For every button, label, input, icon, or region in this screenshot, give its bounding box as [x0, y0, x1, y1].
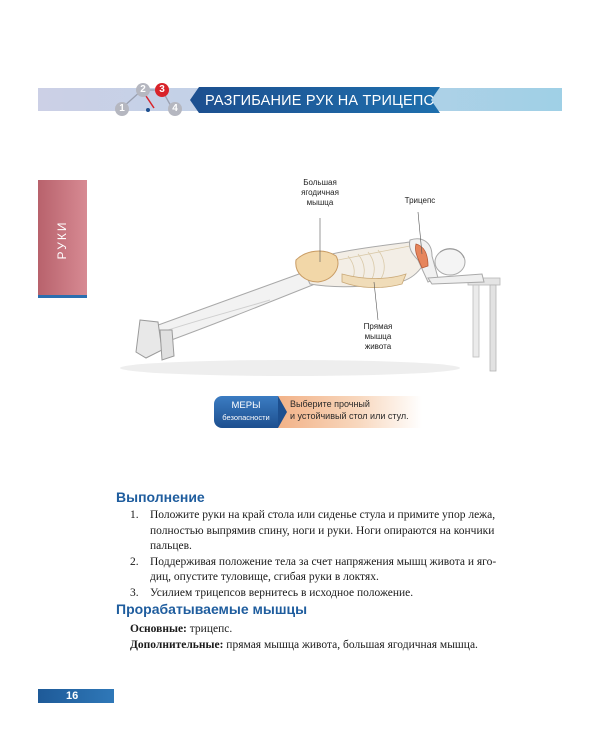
glute-callout — [292, 178, 348, 208]
glute-label-line-3: мышца — [306, 198, 334, 207]
step-number: 1. — [130, 509, 139, 521]
step-line: Поддерживая положение тела за счет напряжения мышц живота и яго- — [150, 555, 497, 568]
step-line: Усилием трицепсов вернитесь в исходное положение. — [150, 586, 414, 599]
abs-callout — [350, 322, 406, 352]
exercise-illustration — [110, 170, 510, 385]
list-item — [130, 508, 525, 555]
primary-muscles — [130, 622, 530, 637]
safety-note-text — [290, 398, 420, 422]
secondary-muscles-value: прямая мышца живота, большая ягодичная мышца. — [226, 639, 478, 651]
step-number: 2. — [130, 555, 139, 568]
abs-label-line-3: живота — [364, 342, 392, 351]
secondary-muscles — [130, 638, 530, 653]
chapter-label: РУКИ — [55, 220, 69, 260]
page-number: 16 — [66, 690, 79, 702]
abs-label-line-1: Прямая — [363, 322, 393, 331]
page-title: РАЗГИБАНИЕ РУК НА ТРИЦЕПС — [205, 93, 435, 109]
triceps-callout — [392, 196, 448, 206]
step-line: диц, опустите туловище, сгибая руки в локтях. — [150, 571, 379, 583]
safety-subtitle: безопасности — [222, 413, 270, 422]
step-3-active: 3 — [155, 83, 169, 97]
safety-title: МЕРЫ — [231, 400, 261, 411]
step-line: пальцев. — [150, 540, 192, 552]
step-1: 1 — [115, 102, 129, 116]
triceps-label: Трицепс — [404, 196, 436, 205]
primary-muscles-value: трицепс. — [189, 623, 233, 635]
step-line: полностью выпрямив спину, ноги и руки. Ноги опираются на кончики — [150, 524, 495, 537]
muscles-heading: Прорабатываемые мышцы — [116, 601, 308, 617]
list-item — [130, 555, 525, 586]
glute-label-line-2: ягодичная — [301, 188, 339, 197]
safety-line-2: и устойчивый стол или стул. — [290, 411, 409, 421]
secondary-muscles-label: Дополнительные: — [130, 639, 224, 651]
execution-steps — [130, 508, 525, 601]
list-item — [130, 586, 525, 602]
step-4: 4 — [168, 102, 182, 116]
safety-badge-arrow — [278, 396, 287, 428]
execution-heading: Выполнение — [116, 489, 205, 505]
side-tab-stripe — [38, 295, 87, 298]
abs-label-line-2: мышца — [364, 332, 392, 341]
glute-label-line-1: Большая — [303, 178, 337, 187]
step-2: 2 — [136, 83, 150, 97]
safety-line-1: Выберите прочный — [290, 399, 370, 409]
step-line: Положите руки на край стола или сиденье стула и примите упор лежа, — [150, 509, 496, 521]
step-indicator — [112, 80, 188, 116]
primary-muscles-label: Основные: — [130, 623, 187, 635]
step-number: 3. — [130, 586, 139, 599]
